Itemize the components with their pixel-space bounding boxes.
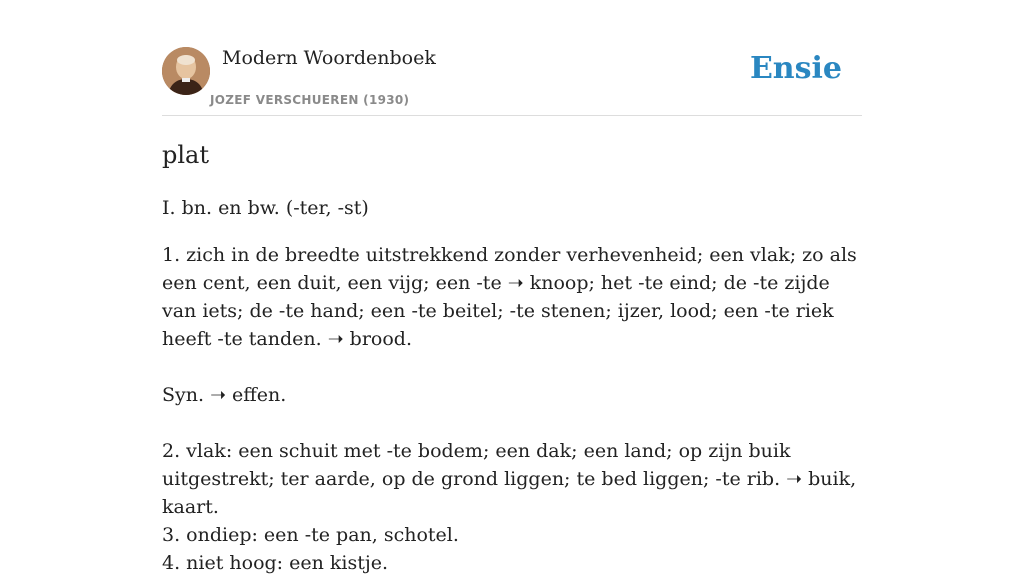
grammar-info: I. bn. en bw. (-ter, -st) <box>162 197 369 219</box>
sense-3: 3. ondiep: een -te pan, schotel. <box>162 524 459 546</box>
sense-4: 4. niet hoog: een kistje. <box>162 552 389 574</box>
author-name[interactable]: JOZEF VERSCHUEREN (1930) <box>210 93 410 107</box>
spacer <box>162 353 862 381</box>
spacer <box>162 409 862 437</box>
sense-1: 1. zich in de breedte uitstrekkend zonder verhevenheid; een vlak; zo als een cent, een duit, een vijg; een -te ➝ knoop; het -te eind; de -te zijde van iets; de -te hand; een -te beitel; -te stenen; ijzer, lood; een -te riek heeft -te tanden. ➝ brood. <box>162 244 857 350</box>
page <box>162 0 862 574</box>
author-portrait-icon <box>162 47 210 95</box>
book-title[interactable]: Modern Woordenboek <box>222 47 436 69</box>
brand-logo[interactable]: Ensie <box>749 51 842 86</box>
headword: plat <box>162 141 209 169</box>
header <box>162 0 862 116</box>
entry-body <box>162 194 862 577</box>
sense-2: 2. vlak: een schuit met -te bodem; een dak; een land; op zijn buik uitgestrekt; ter aarde, op de grond liggen; te bed liggen; -te rib. ➝ buik, kaart. <box>162 440 857 518</box>
synonym-line: Syn. ➝ effen. <box>162 384 287 406</box>
author-avatar[interactable] <box>162 47 210 95</box>
